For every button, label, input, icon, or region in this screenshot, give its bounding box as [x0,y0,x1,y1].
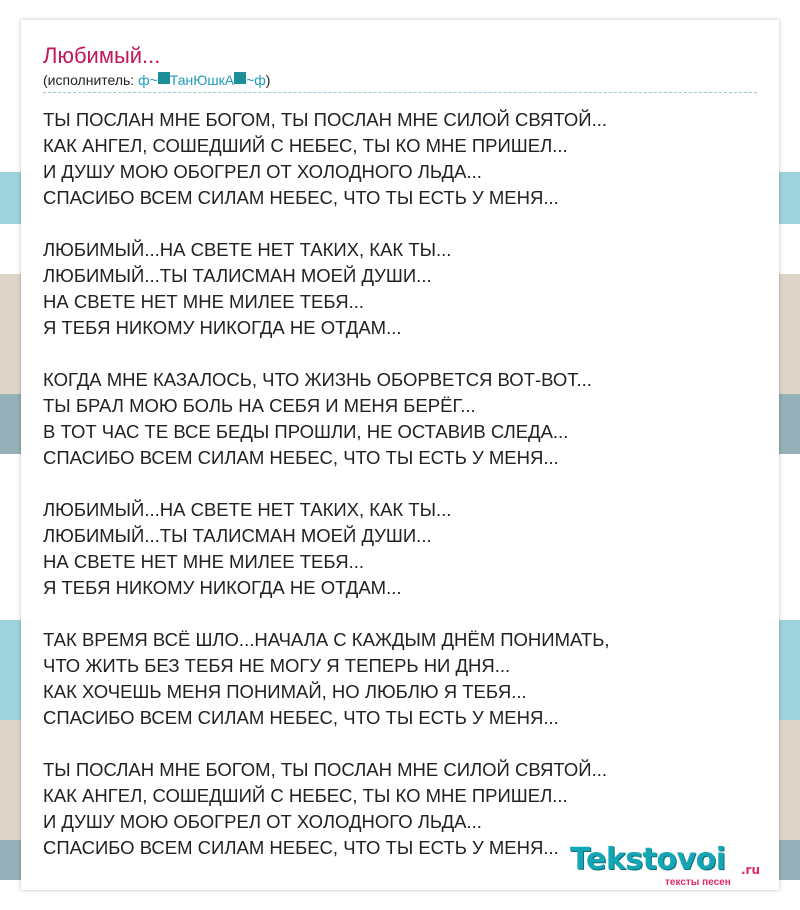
lyric-line: НА СВЕТЕ НЕТ МНЕ МИЛЕЕ ТЕБЯ... [43,291,365,312]
stanza [43,237,757,341]
watermark-tld: .ru [741,863,761,877]
lyric-line: ТЫ ПОСЛАН МНЕ БОГОМ, ТЫ ПОСЛАН МНЕ СИЛОЙ СВЯТОЙ... [43,759,607,780]
lyric-line: СПАСИБО ВСЕМ СИЛАМ НЕБЕС, ЧТО ТЫ ЕСТЬ У МЕНЯ... [43,837,559,858]
lyric-line: ЛЮБИМЫЙ...ТЫ ТАЛИСМАН МОЕЙ ДУШИ... [43,525,432,546]
lyric-line: СПАСИБО ВСЕМ СИЛАМ НЕБЕС, ЧТО ТЫ ЕСТЬ У МЕНЯ... [43,707,559,728]
performer-suffix: ) [265,72,271,88]
lyric-line: И ДУШУ МОЮ ОБОГРЕЛ ОТ ХОЛОДНОГО ЛЬДА... [43,811,482,832]
lyric-line: ЛЮБИМЫЙ...НА СВЕТЕ НЕТ ТАКИХ, КАК ТЫ... [43,239,452,260]
lyric-line: ТАК ВРЕМЯ ВСЁ ШЛО...НАЧАЛА С КАЖДЫМ ДНЁМ ПОНИМАТЬ, [43,629,610,650]
lyric-line: В ТОТ ЧАС ТЕ ВСЕ БЕДЫ ПРОШЛИ, НЕ ОСТАВИВ СЛЕДА... [43,421,569,442]
song-title: Любимый... [43,43,161,68]
watermark-tagline: тексты песен [665,877,731,888]
performer-name-part: ТанЮшкА [169,72,235,88]
lyric-line: КАК АНГЕЛ, СОШЕДШИЙ С НЕБЕС, ТЫ КО МНЕ ПРИШЕЛ... [43,785,568,806]
square-icon [158,72,170,84]
lyric-line: Я ТЕБЯ НИКОМУ НИКОГДА НЕ ОТДАМ... [43,317,402,338]
lyric-line: КОГДА МНЕ КАЗАЛОСЬ, ЧТО ЖИЗНЬ ОБОРВЕТСЯ ВОТ-ВОТ... [43,369,592,390]
stanza [43,497,757,601]
lyric-line: И ДУШУ МОЮ ОБОГРЕЛ ОТ ХОЛОДНОГО ЛЬДА... [43,161,482,182]
performer-line [43,72,270,88]
lyric-line: ЧТО ЖИТЬ БЕЗ ТЕБЯ НЕ МОГУ Я ТЕПЕРЬ НИ ДНЯ... [43,655,511,676]
square-icon [234,72,246,84]
lyrics-card [21,20,779,890]
watermark-logo: Tekstovoi [570,842,726,877]
stanza [43,367,757,471]
lyric-line: СПАСИБО ВСЕМ СИЛАМ НЕБЕС, ЧТО ТЫ ЕСТЬ У МЕНЯ... [43,447,559,468]
lyric-line: КАК АНГЕЛ, СОШЕДШИЙ С НЕБЕС, ТЫ КО МНЕ ПРИШЕЛ... [43,135,568,156]
lyric-line: ЛЮБИМЫЙ...ТЫ ТАЛИСМАН МОЕЙ ДУШИ... [43,265,432,286]
lyric-line: НА СВЕТЕ НЕТ МНЕ МИЛЕЕ ТЕБЯ... [43,551,365,572]
lyric-line: ТЫ ПОСЛАН МНЕ БОГОМ, ТЫ ПОСЛАН МНЕ СИЛОЙ СВЯТОЙ... [43,109,607,130]
stanza [43,627,757,731]
performer-name-part: ~ф [246,72,266,88]
lyrics-body [43,107,757,887]
performer-link[interactable] [138,72,266,88]
performer-prefix: (исполнитель: [43,72,139,88]
lyric-line: ЛЮБИМЫЙ...НА СВЕТЕ НЕТ ТАКИХ, КАК ТЫ... [43,499,452,520]
site-watermark [570,842,780,892]
lyric-line: Я ТЕБЯ НИКОМУ НИКОГДА НЕ ОТДАМ... [43,577,402,598]
lyric-line: КАК ХОЧЕШЬ МЕНЯ ПОНИМАЙ, НО ЛЮБЛЮ Я ТЕБЯ... [43,681,527,702]
stanza [43,107,757,211]
performer-name-part: ф~ [138,72,158,88]
title-divider [43,92,757,93]
lyric-line: ТЫ БРАЛ МОЮ БОЛЬ НА СЕБЯ И МЕНЯ БЕРЁГ... [43,395,476,416]
lyric-line: СПАСИБО ВСЕМ СИЛАМ НЕБЕС, ЧТО ТЫ ЕСТЬ У МЕНЯ... [43,187,559,208]
